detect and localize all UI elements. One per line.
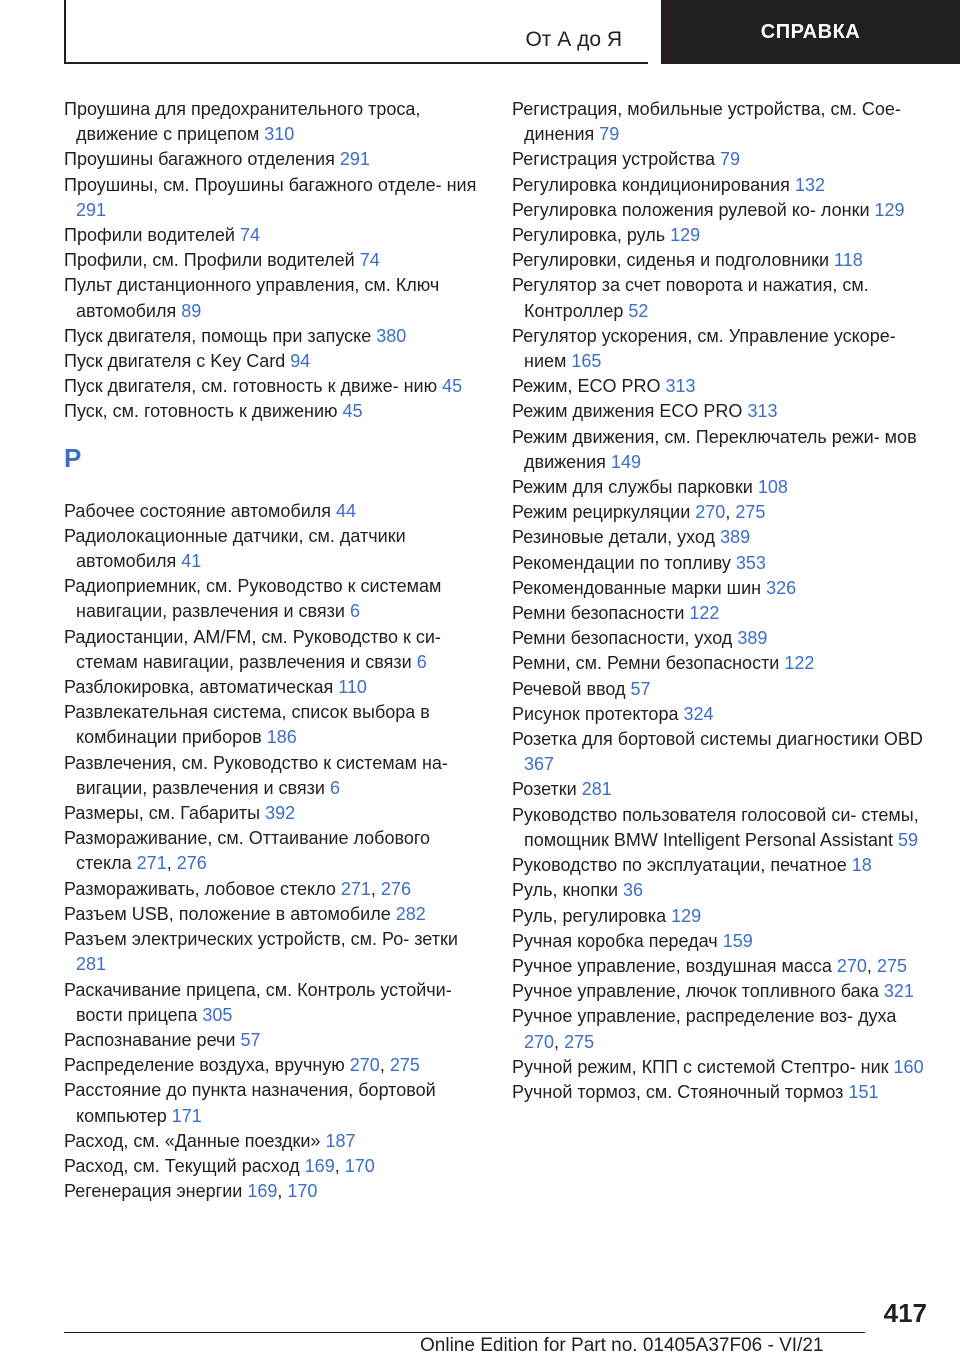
index-group-r-continued [512, 97, 932, 1105]
index-entry [512, 878, 932, 903]
page-reference-link[interactable]: 271 [340, 878, 371, 899]
index-entry-text: Радиолокационные датчики, см. датчики автомобиля [64, 525, 406, 572]
index-entry-text: Регистрация устройства [512, 149, 715, 170]
index-entry-text: Расход, см. «Данные поездки» [64, 1130, 321, 1151]
index-entry [64, 1078, 484, 1128]
index-entry [512, 475, 932, 500]
index-entry-text: Расход, см. Текущий расход [64, 1155, 300, 1176]
index-entry [512, 248, 932, 273]
index-entry-text: Ручной тормоз, см. Стояночный тормоз [512, 1081, 844, 1102]
page-reference-link[interactable]: 118 [834, 250, 863, 271]
index-entry [512, 677, 932, 702]
index-entry-text: Радиостанции, AM/FM, см. Руководство к си- стемам навигации, развлечения и связи [64, 626, 441, 672]
page-reference-link[interactable]: 41 [181, 551, 202, 572]
index-entry-text: Пульт дистанционного управления, см. Ключ автомобиля [64, 275, 440, 321]
page-number: 417 [883, 1298, 927, 1328]
index-entry-text: Режим для службы парковки [512, 477, 753, 498]
index-entry-text: Расстояние до пункта назначения, бортовой компьютер [64, 1080, 436, 1126]
index-entry [64, 801, 484, 826]
index-entry [64, 349, 484, 374]
index-entry [64, 324, 484, 349]
index-entry [64, 173, 484, 223]
index-entry-text: Размеры, см. Габариты [64, 803, 261, 824]
index-entry [64, 927, 484, 977]
page-reference-link[interactable]: 291 [76, 199, 107, 220]
index-entry-text: Пуск двигателя, см. готовность к движе- нию [64, 376, 438, 397]
page-reference-link[interactable]: 45 [442, 376, 463, 397]
index-entry-text: Регенерация энергии [64, 1181, 243, 1202]
page-reference-link[interactable]: 321 [883, 981, 914, 1002]
index-entry [512, 803, 932, 853]
page-reference-link[interactable]: 44 [336, 500, 357, 521]
page-reference-link[interactable]: 353 [735, 552, 766, 573]
page-reference-link[interactable]: 367 [524, 754, 555, 775]
page-reference-link[interactable]: 6 [329, 777, 340, 798]
index-entry: Размораживать, лобовое стекло 271, 276 [64, 878, 411, 899]
index-entry-text: Размораживать, лобовое стекло [64, 878, 336, 899]
index-entry [64, 700, 484, 750]
page-reference-link[interactable]: 45 [342, 401, 363, 422]
index-entry [512, 727, 932, 777]
page-reference-link[interactable]: 270 [695, 502, 726, 523]
page-reference-link[interactable]: 79 [719, 149, 741, 170]
index-entry-text: Регулировка положения рулевой ко- лонки [512, 199, 870, 220]
page-reference-link[interactable]: 74 [239, 225, 260, 246]
page-reference-link[interactable]: 57 [630, 678, 651, 699]
index-entry [64, 399, 484, 424]
index-entry [512, 374, 932, 399]
index-entry [512, 904, 932, 929]
index-entry-text: Регулятор за счет поворота и нажатия, см. Контроллер [512, 275, 869, 321]
index-entry [64, 223, 484, 248]
page-reference-link[interactable]: 276 [176, 853, 207, 874]
index-entry [512, 97, 932, 147]
index-entry [512, 979, 932, 1004]
page-reference-link[interactable]: 392 [265, 803, 296, 824]
page-reference-link[interactable]: 129 [671, 905, 702, 926]
index-entry [512, 626, 932, 651]
page-reference-link[interactable]: 170 [344, 1155, 375, 1176]
index-entry-text: Ручной режим, КПП с системой Стептро- ник [512, 1056, 889, 1077]
index-entry-text: Распределение воздуха, вручную [64, 1055, 345, 1076]
page-reference-link[interactable]: 149 [610, 451, 641, 472]
page-reference-link[interactable]: 129 [670, 225, 701, 246]
page-reference-link[interactable]: 171 [171, 1105, 202, 1126]
page-reference-link[interactable]: 89 [181, 300, 202, 321]
index-entry: Ручное управление, распределение воз- духа 270, 275 [512, 1006, 897, 1052]
index-entry-text: Рекомендации по топливу [512, 552, 731, 573]
page-reference-link[interactable]: 389 [737, 628, 768, 649]
index-entry [512, 601, 932, 626]
index-entry-text: Разблокировка, автоматическая [64, 677, 334, 698]
index-entry-text: Руководство по эксплуатации, печатное [512, 855, 847, 876]
index-entry [64, 1129, 484, 1154]
index-entry-text: Раскачивание прицепа, см. Контроль устойчи- вости прицепа [64, 979, 452, 1025]
index-entry-text: Речевой ввод [512, 678, 626, 699]
index-entry: Распределение воздуха, вручную 270, 275 [64, 1055, 420, 1076]
index-entry-text: Профили, см. Профили водителей [64, 250, 355, 271]
page-reference-link[interactable]: 170 [287, 1181, 318, 1202]
index-entry-text: Ремни, см. Ремни безопасности [512, 653, 780, 674]
page-reference-link[interactable]: 313 [747, 401, 778, 422]
index-entry-text: Ручное управление, воздушная масса [512, 955, 832, 976]
index-entry [512, 273, 932, 323]
index-entry-text: Рисунок протектора [512, 703, 679, 724]
index-entry-text: Проушины багажного отделения [64, 149, 335, 170]
page-reference-link[interactable]: 6 [416, 651, 427, 672]
footer-edition-text: Online Edition for Part no. 01405A37F06 - VI/21 [420, 1335, 824, 1356]
index-entry [512, 1055, 932, 1080]
page-reference-link[interactable]: 275 [735, 502, 766, 523]
page-reference-link[interactable]: 282 [395, 903, 426, 924]
index-entry [64, 97, 484, 147]
index-entry-text: Регулятор ускорения, см. Управление ускоре- нием [512, 325, 896, 372]
page-reference-link[interactable]: 59 [897, 829, 918, 850]
page-reference-link[interactable]: 74 [359, 250, 380, 271]
index-entry [512, 399, 932, 424]
index-entry-text: Развлечения, см. Руководство к системам на- вигации, развлечения и связи [64, 752, 448, 798]
index-entry [512, 576, 932, 601]
index-entry: Размораживание, см. Оттаивание лобового стекла 271, 276 [64, 828, 431, 874]
index-entry-text: Режим рециркуляции [512, 502, 691, 523]
page-reference-link[interactable]: 18 [851, 855, 872, 876]
index-column-right [512, 97, 932, 1105]
page-reference-link[interactable]: 110 [338, 677, 367, 698]
index-entry-text: Розетка для бортовой системы диагностики OBD [512, 729, 923, 750]
index-entry [64, 1028, 484, 1053]
index-entry [64, 499, 484, 524]
index-entry [64, 273, 484, 323]
page-reference-link[interactable]: 326 [766, 577, 797, 598]
index-entry [512, 147, 932, 172]
index-entry-text: Режим движения ECO PRO [512, 401, 743, 422]
page-reference-link[interactable]: 281 [581, 779, 612, 800]
index-entry-text: Распознавание речи [64, 1029, 236, 1050]
index-entry [512, 525, 932, 550]
index-entry [64, 147, 484, 172]
index-group-r [64, 499, 484, 1205]
page-reference-link[interactable]: 271 [136, 853, 167, 874]
index-entry-text: Профили водителей [64, 225, 235, 246]
page-reference-link[interactable]: 151 [848, 1081, 879, 1102]
index-column-left [64, 97, 484, 1204]
index-entry [64, 248, 484, 273]
index-entry-text: Ремни безопасности, уход [512, 628, 733, 649]
page-reference-link[interactable]: 122 [689, 603, 720, 624]
index-entry-text: Регистрация, мобильные устройства, см. Сое- динения [512, 99, 901, 145]
index-entry-text: Размораживание, см. Оттаивание лобового стекла [64, 828, 431, 874]
page-reference-link[interactable]: 275 [564, 1031, 595, 1052]
index-entry [64, 978, 484, 1028]
index-entry [512, 651, 932, 676]
page-reference-link[interactable]: 122 [784, 653, 815, 674]
index-entry-text: Проушины, см. Проушины багажного отделе- ния [64, 174, 477, 195]
page-reference-link[interactable]: 94 [290, 351, 311, 372]
page-reference-link[interactable]: 324 [683, 703, 714, 724]
index-entry-text: Руль, кнопки [512, 880, 618, 901]
index-entry-text: Режим движения, см. Переключатель режи- мов движения [512, 426, 917, 472]
index-entry-text: Пуск, см. готовность к движению [64, 401, 338, 422]
index-entry: Режим рециркуляции 270, 275 [512, 502, 766, 523]
page-reference-link[interactable]: 6 [349, 601, 360, 622]
page-reference-link[interactable]: 57 [240, 1029, 261, 1050]
index-entry-text: Ручная коробка передач [512, 930, 718, 951]
index-entry-text: Руководство пользователя голосовой си- стемы, помощник BMW Intelligent Personal Assistant [512, 804, 919, 850]
page-reference-link[interactable]: 270 [349, 1055, 380, 1076]
index-entry-text: Регулировка кондиционирования [512, 174, 790, 195]
index-entry [512, 1080, 932, 1105]
index-entry [512, 324, 932, 374]
page-reference-link[interactable]: 186 [266, 727, 297, 748]
page-reference-link[interactable]: 159 [722, 930, 753, 951]
index-entry [64, 374, 484, 399]
index-entry [64, 675, 484, 700]
index-entry-text: Рекомендованные марки шин [512, 577, 762, 598]
index-entry [512, 223, 932, 248]
page-reference-link[interactable]: 36 [623, 880, 644, 901]
page-reference-link[interactable]: 169 [304, 1155, 335, 1176]
page-reference-link[interactable]: 380 [376, 325, 407, 346]
index-entry-text: Резиновые детали, уход [512, 527, 716, 548]
index-entry [64, 902, 484, 927]
index-entry [512, 551, 932, 576]
index-entry [64, 574, 484, 624]
index-entry-text: Регулировки, сиденья и подголовники [512, 250, 830, 271]
index-entry-text: Режим, ECO PRO [512, 376, 661, 397]
index-entry-text: Ремни безопасности [512, 603, 685, 624]
page-reference-link[interactable]: 275 [876, 955, 907, 976]
page-reference-link[interactable]: 276 [380, 878, 411, 899]
page-reference-link[interactable]: 270 [836, 955, 867, 976]
page-reference-link[interactable]: 291 [339, 149, 370, 170]
page-reference-link[interactable]: 165 [571, 351, 602, 372]
index-entry [512, 702, 932, 727]
index-entry-text: Пуск двигателя с Key Card [64, 351, 286, 372]
index-entry-text: Проушина для предохранительного троса, движение с прицепом [64, 99, 421, 145]
index-entry-text: Розетки [512, 779, 577, 800]
page-reference-link[interactable]: 108 [757, 477, 788, 498]
page-reference-link[interactable]: 132 [794, 174, 825, 195]
chapter-tab: СПРАВКА [661, 0, 960, 64]
index-entry-text: Разъем USB, положение в автомобиле [64, 903, 391, 924]
index-entry-text: Руль, регулировка [512, 905, 667, 926]
page-reference-link[interactable]: 160 [893, 1056, 924, 1077]
page-reference-link[interactable]: 275 [389, 1055, 420, 1076]
page-reference-link[interactable]: 281 [76, 954, 107, 975]
index-entry [512, 853, 932, 878]
page-reference-link[interactable]: 313 [665, 376, 696, 397]
page-reference-link[interactable]: 79 [599, 124, 620, 145]
page-reference-link[interactable]: 389 [720, 527, 751, 548]
index-entry [64, 524, 484, 574]
index-entry-text: Ручное управление, распределение воз- духа [512, 1006, 897, 1027]
page-reference-link[interactable]: 52 [628, 300, 649, 321]
section-title: От А до Я [525, 28, 622, 51]
index-entry [512, 198, 932, 223]
index-entry: Расход, см. Текущий расход 169, 170 [64, 1155, 375, 1176]
index-entry-text: Радиоприемник, см. Руководство к системам навигации, развлечения и связи [64, 576, 442, 622]
page-header [64, 0, 960, 66]
index-entry [512, 777, 932, 802]
page-reference-link[interactable]: 305 [202, 1004, 233, 1025]
section-frame [64, 0, 648, 64]
page-reference-link[interactable]: 310 [264, 124, 295, 145]
index-entry-text: Разъем электрических устройств, см. Ро- зетки [64, 929, 458, 950]
index-entry-text: Ручное управление, лючок топливного бака [512, 981, 879, 1002]
index-entry: Регенерация энергии 169, 170 [64, 1181, 318, 1202]
page-reference-link[interactable]: 270 [524, 1031, 555, 1052]
index-entry-text: Рабочее состояние автомобиля [64, 500, 331, 521]
page-reference-link[interactable]: 169 [247, 1181, 278, 1202]
index-entry [512, 425, 932, 475]
page-reference-link[interactable]: 187 [325, 1130, 356, 1151]
index-entry: Ручное управление, воздушная масса 270, 275 [512, 955, 907, 976]
index-entry [512, 929, 932, 954]
index-entry [512, 173, 932, 198]
index-entry-text: Пуск двигателя, помощь при запуске [64, 325, 372, 346]
index-entry [64, 751, 484, 801]
footer-rule [64, 1332, 865, 1333]
index-entry [64, 625, 484, 675]
page-reference-link[interactable]: 129 [874, 199, 905, 220]
index-entry-text: Регулировка, руль [512, 225, 666, 246]
index-letter-heading: Р [64, 442, 82, 473]
index-entry-text: Развлекательная система, список выбора в комбинации приборов [64, 702, 430, 748]
index-group-p [64, 97, 484, 425]
